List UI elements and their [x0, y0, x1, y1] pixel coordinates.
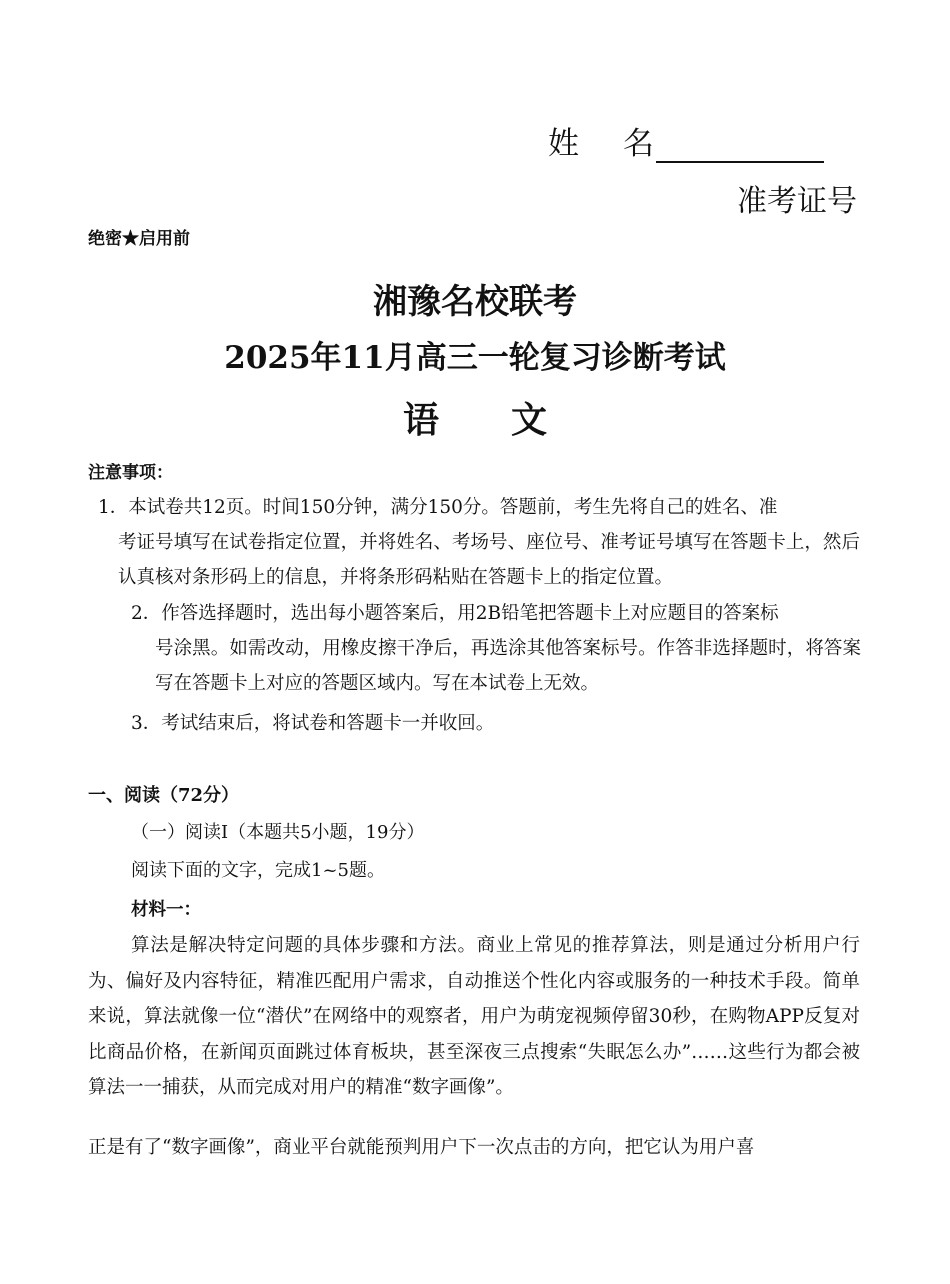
notice-item-1-continuation: 考证号填写在试卷指定位置，并将姓名、考场号、座位号、准考证号填写在答题卡上，然后认真核对条形码上的信息，并将条形码粘贴在答题卡上的指定位置。 — [118, 532, 860, 588]
name-label-1: 姓 — [548, 126, 579, 162]
name-label-2: 名 — [623, 126, 654, 162]
subject-char-1: 语 — [402, 399, 439, 441]
notice-item-1-first-line: 1．本试卷共12页。时间150分钟，满分150分。答题前，考生先将自己的姓名、准 — [98, 497, 778, 518]
material-paragraph-2: 正是有了“数字画像”，商业平台就能预判用户下一次点击的方向，把它认为用户喜 — [88, 1137, 755, 1158]
subject-char-2: 文 — [511, 399, 548, 441]
notice-item-3: 3．考试结束后，将试卷和答题卡一并收回。 — [131, 713, 495, 734]
subject-title — [0, 392, 950, 443]
exam-id-label: 准考证号 — [737, 184, 857, 219]
subsection-heading: （一）阅读Ⅰ（本题共5小题，19分） — [131, 822, 425, 843]
reading-instruction: 阅读下面的文字，完成1~5题。 — [131, 860, 385, 881]
notice-item-2-first-line: 2．作答选择题时，选出每小题答案后，用2B铅笔把答题卡上对应题目的答案标 — [131, 603, 779, 624]
notice-heading: 注意事项： — [88, 463, 173, 483]
name-field[interactable] — [548, 118, 824, 163]
confidential-mark: 绝密★启用前 — [88, 229, 190, 249]
notice-item-2-continuation: 号涂黑。如需改动，用橡皮擦干净后，再选涂其他答案标号。作答非选择题时，将答案写在答题卡上对应的答题区域内。写在本试卷上无效。 — [155, 638, 861, 694]
notice-item-1 — [98, 490, 860, 595]
exam-organizer-title: 湘豫名校联考 — [373, 282, 577, 322]
notice-item-2 — [131, 596, 861, 701]
material-label: 材料一： — [131, 900, 201, 920]
section-heading: 一、阅读（72分） — [88, 785, 240, 806]
name-blank-line[interactable] — [656, 127, 824, 163]
material-paragraph-1: 算法是解决特定问题的具体步骤和方法。商业上常见的推荐算法，则是通过分析用户行为、偏好及内容特征，精准匹配用户需求，自动推送个性化内容或服务的一种技术手段。简单来说，算法就像一位“潜伏”在网络中的观察者，用户为萌宠视频停留30秒，在购物APP反复对比商品价格，在新闻页面跳过体育板块，甚至深夜三点搜索“失眠怎么办”……这些行为都会被算法一一捕获，从而完成对用户的精准“数字画像”。 — [88, 935, 860, 1098]
exam-name-title: 2025年11月高三一轮复习诊断考试 — [224, 340, 726, 376]
